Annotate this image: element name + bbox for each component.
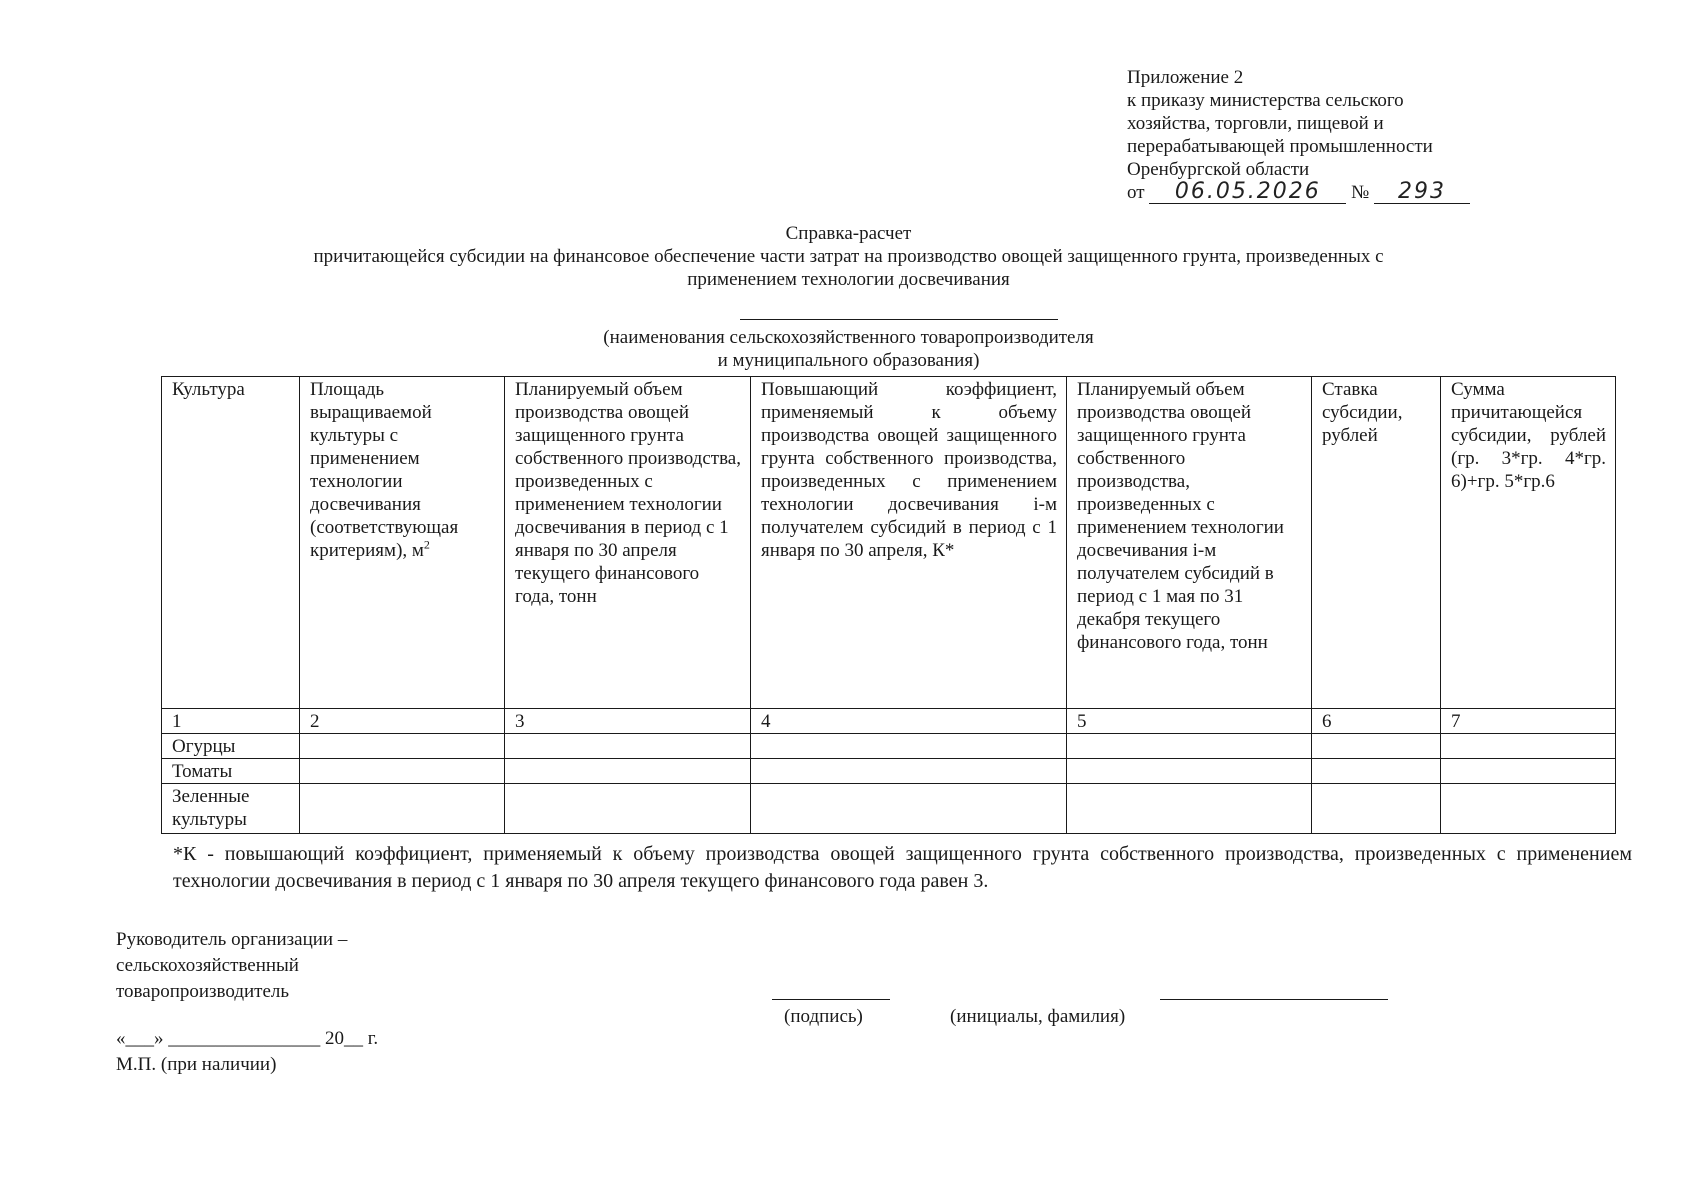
empty-cell — [1312, 734, 1441, 759]
order-number-handwritten: 293 — [1374, 181, 1470, 204]
table-header-row — [162, 377, 1616, 709]
crop-name-cell: Томаты — [162, 759, 300, 784]
empty-cell — [1441, 734, 1616, 759]
date-prefix: от — [1127, 182, 1145, 203]
table-row — [162, 759, 1616, 784]
column-number: 7 — [1441, 709, 1616, 734]
signature-role-line: Руководитель организации – — [116, 929, 348, 950]
column-number: 4 — [751, 709, 1067, 734]
signature-date-line: «___» ________________ 20__ г. — [116, 1028, 379, 1049]
empty-cell — [505, 734, 751, 759]
producer-name-blank-line — [740, 318, 1058, 320]
appendix-line: хозяйства, торговли, пищевой и — [1127, 113, 1384, 134]
empty-cell — [300, 759, 505, 784]
order-date-number-line — [1127, 181, 1597, 204]
appendix-line: Приложение 2 — [1127, 67, 1244, 88]
column-number: 1 — [162, 709, 300, 734]
producer-caption-line: и муниципального образования) — [717, 350, 980, 371]
empty-cell — [300, 784, 505, 834]
appendix-line: к приказу министерства сельского — [1127, 90, 1404, 111]
appendix-block — [1127, 66, 1597, 204]
column-number: 3 — [505, 709, 751, 734]
header-cell: Культура — [162, 377, 300, 709]
appendix-line: перерабатывающей промышленности — [1127, 136, 1433, 157]
number-prefix: № — [1351, 182, 1370, 203]
empty-cell — [1067, 734, 1312, 759]
name-blank-line — [1160, 998, 1388, 1000]
crop-name-cell: Огурцы — [162, 734, 300, 759]
signature-caption: (подпись) — [784, 1006, 863, 1027]
empty-cell — [505, 784, 751, 834]
column-number: 2 — [300, 709, 505, 734]
signature-role-line: товаропроизводитель — [116, 981, 290, 1002]
document-subtitle: причитающейся субсидии на финансовое обеспечение части затрат на производство овощей защищенного грунта, произведенных с — [313, 246, 1384, 267]
empty-cell — [751, 759, 1067, 784]
subsidy-calculation-table — [161, 376, 1616, 834]
empty-cell — [505, 759, 751, 784]
empty-cell — [300, 734, 505, 759]
header-cell: Сумма причитающейся субсидии, рублей (гр. 3*гр. 4*гр. 6)+гр. 5*гр.6 — [1441, 377, 1616, 709]
header-cell: Планируемый объем производства овощей защищенного грунта собственного производства, произведенных с применением технологии досвечивания в период с 1 января по 30 апреля текущего финансового года, тонн — [505, 377, 751, 709]
header-cell: Планируемый объем производства овощей защищенного грунта собственного производства, произведенных с применением технологии досвечивания i-м получателем субсидий в период с 1 мая по 31 декабря текущего финансового года, тонн — [1067, 377, 1312, 709]
name-caption: (инициалы, фамилия) — [950, 1006, 1126, 1027]
footnote: *К - повышающий коэффициент, применяемый к объему производства овощей защищенного грунта собственного производства, произведенных с применением технологии досвечивания в период с 1 января по 30 апреля текущего финансового года равен 3. — [173, 843, 1632, 892]
empty-cell — [1441, 759, 1616, 784]
appendix-line: Оренбургской области — [1127, 159, 1310, 180]
header-cell — [300, 377, 505, 709]
order-date-handwritten: 06.05.2026 — [1149, 181, 1346, 204]
column-number: 6 — [1312, 709, 1441, 734]
signature-role-line: сельскохозяйственный — [116, 955, 299, 976]
column-number: 5 — [1067, 709, 1312, 734]
document-subtitle: применением технологии досвечивания — [687, 269, 1010, 290]
empty-cell — [1067, 784, 1312, 834]
table-row — [162, 784, 1616, 834]
header-cell: Ставка субсидии, рублей — [1312, 377, 1441, 709]
column-number-row — [162, 709, 1616, 734]
signature-role — [116, 927, 516, 1005]
header-cell: Повышающий коэффициент, применяемый к объему производства овощей защищенного грунта собственного производства, произведенных с применением технологии досвечивания i-м получателем субсидий в период с 1 января по 30 апреля, К* — [751, 377, 1067, 709]
empty-cell — [751, 784, 1067, 834]
empty-cell — [1312, 759, 1441, 784]
document-title-block — [0, 222, 1697, 291]
empty-cell — [751, 734, 1067, 759]
document-heading: Справка-расчет — [785, 223, 912, 244]
crop-name-cell: Зеленные культуры — [162, 784, 300, 834]
empty-cell — [1441, 784, 1616, 834]
stamp-note: М.П. (при наличии) — [116, 1054, 277, 1075]
area-unit-superscript: 2 — [423, 537, 430, 552]
table-row — [162, 734, 1616, 759]
header-cell-text: Площадь выращиваемой культуры с применением технологии досвечивания (соответствующая критериям), м — [310, 379, 459, 561]
producer-caption-line: (наименования сельскохозяйственного товаропроизводителя — [603, 327, 1094, 348]
empty-cell — [1312, 784, 1441, 834]
empty-cell — [1067, 759, 1312, 784]
producer-caption — [0, 326, 1697, 372]
signature-blank-line — [772, 998, 890, 1000]
